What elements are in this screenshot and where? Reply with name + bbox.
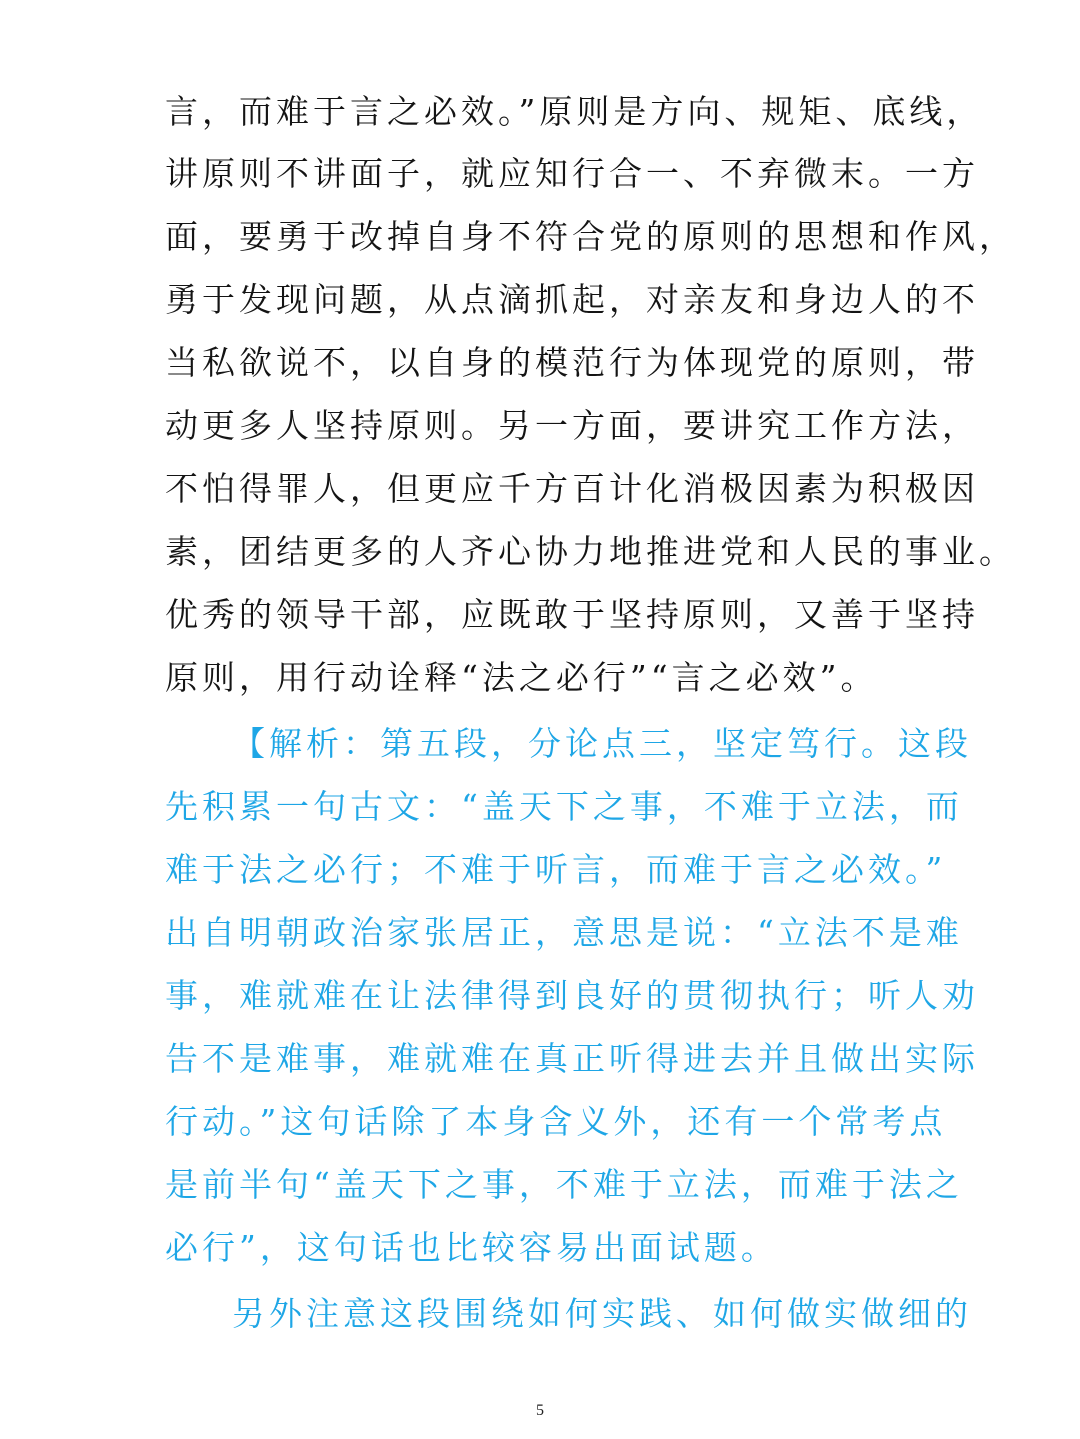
analysis-line: 事，难就难在让法律得到良好的贯彻执行；听人劝 [165,976,979,1015]
body-line: 勇于发现问题，从点滴抓起，对亲友和身边人的不 [165,280,979,319]
body-line: 讲原则不讲面子，就应知行合一、不弃微末。一方 [165,154,979,193]
analysis-line: 难于法之必行；不难于听言，而难于言之必效。” [165,850,947,889]
body-line: 素，团结更多的人齐心协力地推进党和人民的事业。 [165,532,1016,571]
analysis-line: 【解析：第五段，分论点三，坚定笃行。这段 [232,724,972,763]
analysis-line: 告不是难事，难就难在真正听得进去并且做出实际 [165,1039,979,1078]
body-line: 动更多人坚持原则。另一方面，要讲究工作方法， [165,406,979,445]
analysis-line: 另外注意这段围绕如何实践、如何做实做细的 [232,1294,972,1333]
body-line: 言，而难于言之必效。”原则是方向、规矩、底线， [165,92,984,131]
body-line: 面，要勇于改掉自身不符合党的原则的思想和作风， [165,217,1016,256]
page-number: 5 [536,1402,544,1419]
analysis-line: 先积累一句古文：“盖天下之事，不难于立法，而 [165,787,963,826]
analysis-line: 是前半句“盖天下之事，不难于立法，而难于法之 [165,1165,963,1204]
body-line: 优秀的领导干部，应既敢于坚持原则，又善于坚持 [165,595,979,634]
analysis-line: 必行”，这句话也比较容易出面试题。 [165,1228,778,1267]
body-line: 不怕得罪人，但更应千方百计化消极因素为积极因 [165,469,979,508]
analysis-line: 出自明朝政治家张居正，意思是说：“立法不是难 [165,913,963,952]
analysis-line: 行动。”这句话除了本身含义外，还有一个常考点 [165,1102,947,1141]
body-line: 原则，用行动诠释“法之必行”“言之必效”。 [165,658,878,697]
body-line: 当私欲说不，以自身的模范行为体现党的原则，带 [165,343,979,382]
